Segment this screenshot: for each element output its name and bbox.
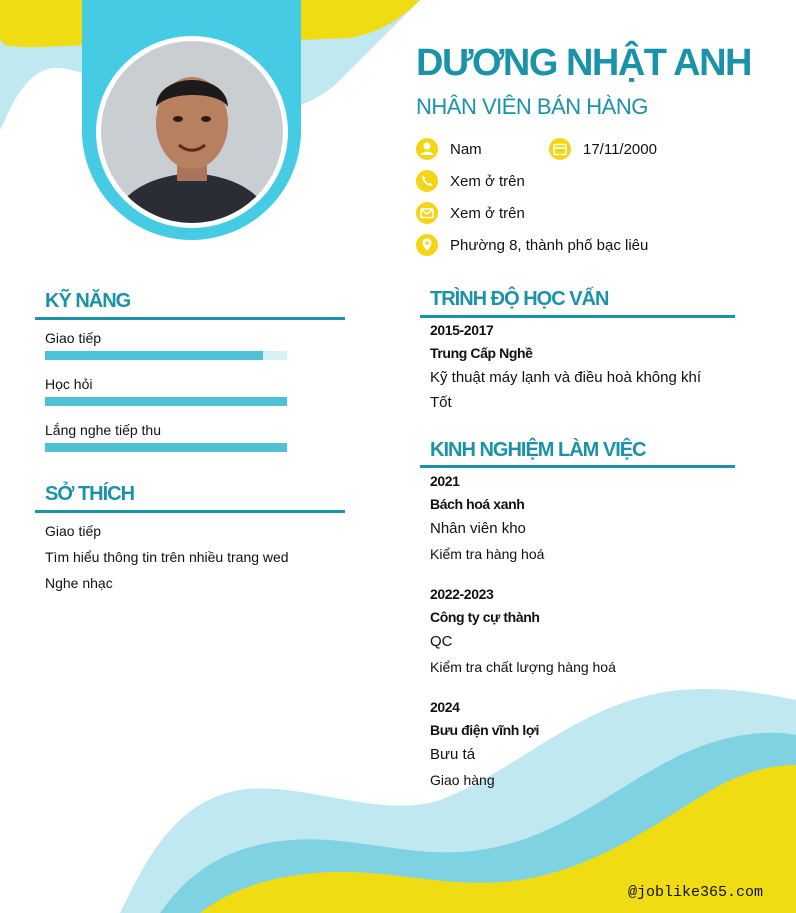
hobby-item: Tìm hiểu thông tin trên nhiều trang wed	[45, 549, 289, 565]
info-birthday	[549, 138, 657, 160]
experience-position: Nhân viên kho	[430, 520, 526, 537]
phone-value: Xem ở trên	[450, 172, 525, 190]
calendar-icon	[549, 138, 571, 160]
candidate-name: DƯƠNG NHẬT ANH	[416, 42, 751, 84]
education-major: Kỹ thuật máy lạnh và điều hoà không khí	[430, 369, 702, 386]
skills-heading: KỸ NĂNG	[45, 290, 131, 312]
experience-position: Bưu tá	[430, 746, 476, 763]
location-pin-icon	[416, 234, 438, 256]
experience-divider	[420, 465, 735, 468]
email-value: Xem ở trên	[450, 204, 525, 222]
experience-entry	[430, 472, 544, 567]
experience-company: Bách hoá xanh	[430, 496, 525, 512]
address-value: Phường 8, thành phố bạc liêu	[450, 236, 649, 254]
skill-label: Học hỏi	[45, 376, 93, 392]
info-email	[416, 202, 525, 224]
education-entry	[430, 321, 701, 419]
skill-label: Giao tiếp	[45, 330, 102, 346]
skill-bar	[45, 397, 287, 406]
hobbies-heading: SỞ THÍCH	[45, 483, 135, 505]
avatar	[96, 36, 288, 228]
skill-bar-fill	[45, 443, 287, 452]
experience-position: QC	[430, 633, 453, 650]
experience-description: Kiểm tra hàng hoá	[430, 546, 545, 562]
skill-bar	[45, 443, 287, 452]
info-address	[416, 234, 648, 256]
experience-company: Bưu điện vĩnh lợi	[430, 722, 539, 738]
info-phone	[416, 170, 525, 192]
experience-period: 2024	[430, 699, 460, 715]
experience-entry	[430, 585, 616, 680]
education-divider	[420, 315, 735, 318]
hobby-item: Giao tiếp	[45, 523, 102, 539]
job-title: NHÂN VIÊN BÁN HÀNG	[416, 94, 648, 119]
skill-bar-fill	[45, 397, 287, 406]
experience-entry	[430, 698, 539, 793]
info-gender	[416, 138, 482, 160]
skill-bar	[45, 351, 287, 360]
skill-label: Lắng nghe tiếp thu	[45, 422, 161, 438]
email-icon	[416, 202, 438, 224]
skill-bar-fill	[45, 351, 263, 360]
experience-description: Giao hàng	[430, 772, 495, 788]
phone-icon	[416, 170, 438, 192]
skills-divider	[35, 317, 345, 320]
experience-period: 2021	[430, 473, 460, 489]
birthday-value: 17/11/2000	[583, 140, 657, 158]
education-result: Tốt	[430, 394, 452, 411]
experience-description: Kiểm tra chất lượng hàng hoá	[430, 659, 616, 675]
education-period: 2015-2017	[430, 322, 494, 338]
education-school: Trung Cấp Nghề	[430, 345, 533, 361]
hobbies-divider	[35, 510, 345, 513]
person-icon	[416, 138, 438, 160]
hobby-item: Nghe nhạc	[45, 575, 113, 591]
experience-company: Công ty cự thành	[430, 609, 540, 625]
experience-period: 2022-2023	[430, 586, 494, 602]
gender-value: Nam	[450, 140, 482, 158]
experience-heading: KINH NGHIỆM LÀM VIỆC	[430, 439, 646, 461]
education-heading: TRÌNH ĐỘ HỌC VẤN	[430, 288, 609, 310]
site-watermark: @joblike365.com	[628, 884, 764, 901]
